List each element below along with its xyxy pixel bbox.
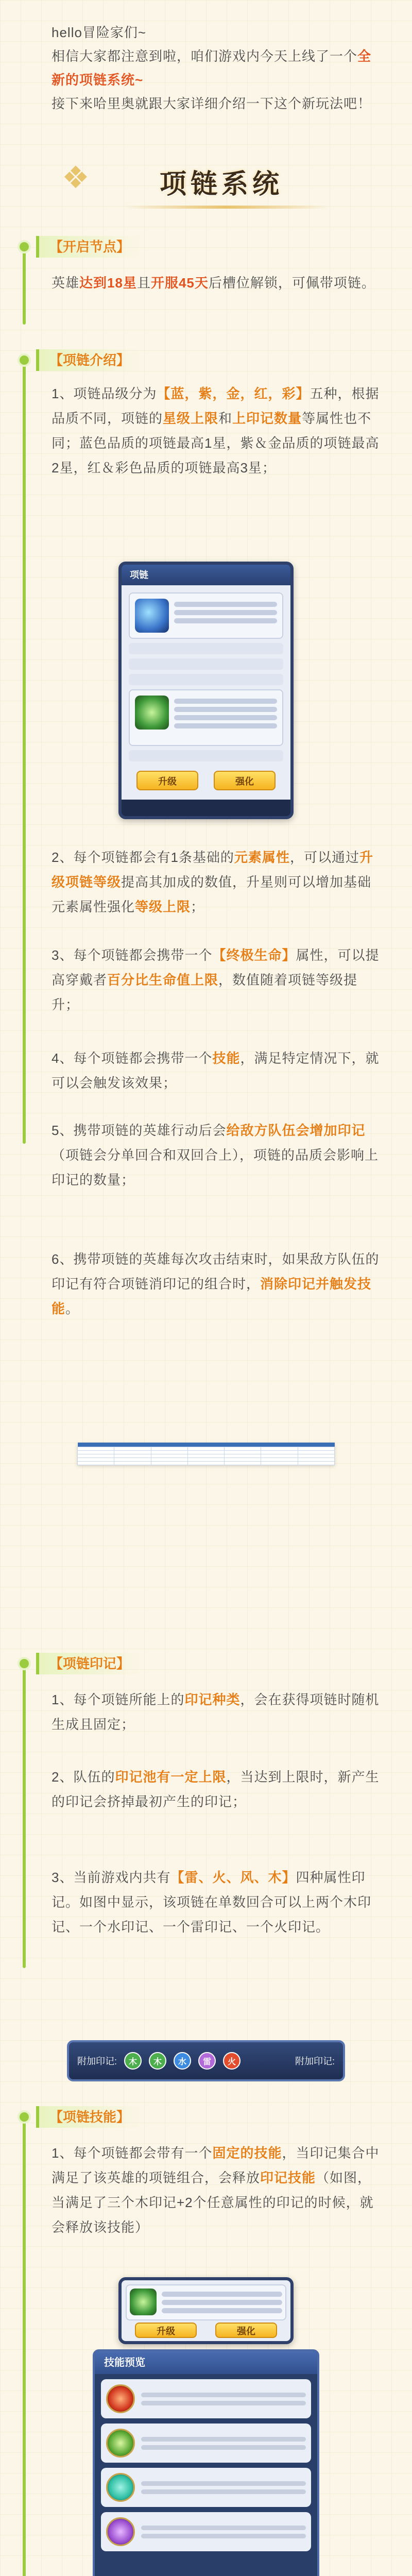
td — [78, 1462, 114, 1465]
td — [261, 1447, 298, 1451]
t: 印记种类 — [184, 1692, 241, 1707]
necklace-quality-table — [77, 1443, 335, 1465]
panel-buttons — [126, 2320, 286, 2338]
water-mark-icon: 水 — [174, 2052, 191, 2070]
fire-mark-icon: 火 — [223, 2052, 241, 2070]
t: 1、每个项链都会带有一个 — [52, 2145, 213, 2161]
t: （如图，当满足了三个木印记+2个任意属性的印记的时候，就会释放该技能） — [52, 2170, 374, 2235]
panel-body — [122, 2280, 290, 2342]
t: 固定的技能 — [212, 2145, 282, 2161]
timeline-dot — [20, 1659, 29, 1668]
table-row — [78, 1462, 335, 1465]
enhance-button[interactable]: 强化 — [214, 771, 276, 790]
wood-mark-icon: 木 — [124, 2052, 142, 2070]
necklace-info — [174, 599, 277, 633]
panel-header: 项链 — [122, 565, 290, 585]
skill-info — [174, 696, 277, 740]
timeline-dot — [20, 2112, 29, 2122]
heading-unlock: 【开启节点】 — [36, 236, 140, 258]
t: ，当印记集合中满足了该英雄的项链组合，会释放 — [52, 2145, 380, 2185]
t: 印记技能 — [260, 2170, 316, 2185]
th — [114, 1443, 151, 1447]
th — [151, 1443, 187, 1447]
t: 后槽位解锁，可佩带项链。 — [208, 275, 375, 291]
mark-label: 附加印记: — [295, 2056, 335, 2066]
wood-mark-icon: 木 — [149, 2052, 166, 2070]
intro-highlight: 全新的项链系统~ — [52, 48, 372, 88]
skill-icon — [130, 2289, 157, 2315]
td — [78, 1451, 114, 1454]
table-row — [78, 1451, 335, 1454]
t: ，数值随着项链等级提升； — [52, 972, 358, 1012]
td — [114, 1454, 151, 1458]
heading-necklace-intro: 【项链介绍】 — [36, 349, 140, 371]
td — [298, 1447, 334, 1451]
intro-text — [52, 21, 381, 115]
th — [78, 1443, 114, 1447]
t: ，会在获得项链时随机生成且固定； — [52, 1692, 380, 1732]
timeline-rail — [23, 2117, 26, 2576]
td — [261, 1454, 298, 1458]
table-header-row — [78, 1443, 335, 1447]
enhance-button[interactable]: 强化 — [215, 2323, 277, 2338]
td — [151, 1447, 187, 1451]
skill-preview-panel — [93, 2349, 319, 2576]
td — [78, 1458, 114, 1462]
td — [298, 1462, 334, 1465]
t: 2、队伍的 — [52, 1769, 115, 1785]
banner-ornament — [124, 206, 330, 209]
necklace-intro-p2 — [52, 845, 381, 919]
t: 属性，可以提高穿戴者 — [52, 947, 380, 988]
intro-line-1a: 相信大家都注意到啦，咱们游戏内今天上线了一个 — [52, 48, 358, 64]
t: （项链会分单回合和双回合上），项链的品质会影响上印记的数量； — [52, 1147, 379, 1188]
skill-icon — [135, 696, 169, 730]
necklace-intro-p6 — [52, 1247, 381, 1321]
td — [114, 1462, 151, 1465]
timeline-dot — [20, 242, 29, 251]
list-item[interactable] — [101, 2512, 311, 2551]
intro-line-2: 接下来哈里奥就跟大家详细介绍一下这个新玩法吧！ — [52, 96, 372, 111]
intro-line-1 — [52, 44, 381, 92]
t: 消除印记并触发技能 — [52, 1276, 372, 1316]
necklace-detail-panel — [118, 562, 294, 819]
t: 达到18星 — [79, 275, 137, 291]
th — [298, 1443, 334, 1447]
t: 开服45天 — [150, 275, 209, 291]
timeline-dot — [20, 355, 29, 365]
t: ，当达到上限时，新产生的印记会挤掉最初产生的印记； — [52, 1769, 380, 1809]
t: 技能 — [212, 1050, 241, 1066]
td — [78, 1454, 114, 1458]
t: 等级上限 — [135, 899, 191, 914]
td — [225, 1451, 261, 1454]
td — [298, 1454, 334, 1458]
t: 提高其加成的数值，升星则可以增加基础元素属性强化 — [52, 874, 372, 914]
td — [151, 1458, 187, 1462]
t: 等属性也不同；蓝色品质的项链最高1星，紫＆金品质的项链最高2星，红＆彩色品质的项链最高3星； — [52, 411, 380, 476]
thunder-skill-icon — [106, 2517, 135, 2546]
necklace-intro-p3 — [52, 943, 381, 1017]
td — [114, 1458, 151, 1462]
marks-p2 — [52, 1765, 381, 1814]
list-item-text — [141, 2478, 306, 2498]
heading-necklace-marks: 【项链印记】 — [36, 1653, 140, 1674]
timeline-rail — [23, 361, 26, 1144]
td — [261, 1451, 298, 1454]
skill-detail-panel — [118, 2277, 294, 2344]
t: 和 — [218, 411, 233, 426]
t: 且 — [136, 275, 151, 291]
necklace-icon — [135, 599, 169, 633]
t: 3、每个项链都会携带一个 — [52, 947, 213, 963]
mark-label: 附加印记: — [77, 2056, 117, 2066]
necklace-intro-p1 — [52, 381, 381, 480]
t: 给敌方队伍会增加印记 — [226, 1123, 366, 1138]
td — [187, 1454, 224, 1458]
td — [225, 1454, 261, 1458]
t: 五种，根据品质不同，项链的 — [52, 386, 380, 426]
t: 印记池有一定上限 — [115, 1769, 227, 1785]
td — [151, 1462, 187, 1465]
td — [187, 1458, 224, 1462]
upgrade-button[interactable]: 升级 — [135, 2323, 197, 2338]
timeline-rail — [23, 247, 26, 325]
t: 6、携带项链的英雄每次攻击结束时，如果敌方队伍的印记有符合项链消印记的组合时， — [52, 1251, 380, 1292]
td — [225, 1462, 261, 1465]
table-row — [78, 1454, 335, 1458]
t: 4、每个项链都会携带一个 — [52, 1050, 213, 1066]
t: 英雄 — [52, 275, 80, 291]
necklace-card — [129, 592, 283, 639]
td — [114, 1447, 151, 1451]
panel-body — [122, 585, 290, 800]
unlock-text — [52, 270, 381, 295]
td — [187, 1462, 224, 1465]
list-item[interactable] — [101, 2424, 311, 2463]
td — [261, 1462, 298, 1465]
td — [151, 1454, 187, 1458]
th — [261, 1443, 298, 1447]
greeting: hello冒险家们~ — [52, 25, 147, 40]
t: ，可以通过 — [289, 850, 359, 865]
t: 百分比生命值上限 — [107, 972, 219, 988]
heading-necklace-skills: 【项链技能】 — [36, 2106, 140, 2128]
t: 1、每个项链所能上的 — [52, 1692, 185, 1707]
th — [187, 1443, 224, 1447]
stat-row — [129, 643, 283, 654]
t: 【终极生命】 — [212, 947, 296, 963]
stat-row — [129, 674, 283, 685]
list-item-text — [141, 2389, 306, 2409]
t: 2、每个项链都会有1条基础的 — [52, 850, 234, 865]
mark-strip-panel — [67, 2040, 345, 2081]
panel-buttons — [129, 766, 283, 792]
necklace-intro-p4 — [52, 1046, 381, 1095]
td — [187, 1447, 224, 1451]
td — [298, 1451, 334, 1454]
t: 3、当前游戏内共有 — [52, 1870, 171, 1885]
t: 【雷、火、风、木】 — [170, 1870, 296, 1885]
td — [187, 1451, 224, 1454]
th — [225, 1443, 261, 1447]
td — [298, 1458, 334, 1462]
t: 5、携带项链的英雄行动后会 — [52, 1123, 227, 1138]
table-row — [78, 1458, 335, 1462]
td — [225, 1447, 261, 1451]
td — [261, 1458, 298, 1462]
skill-preview-header: 技能预览 — [95, 2351, 317, 2374]
marks-p3 — [52, 1865, 381, 1939]
list-item-text — [141, 2433, 306, 2453]
list-item[interactable] — [101, 2468, 311, 2507]
wood-skill-icon — [106, 2429, 135, 2458]
fire-skill-icon — [106, 2384, 135, 2413]
t: 升级项链等级 — [52, 850, 373, 890]
list-item[interactable] — [101, 2379, 311, 2418]
marks-p1 — [52, 1687, 381, 1737]
diamond-ornament-icon: ❖ — [62, 160, 90, 195]
list-item-text — [141, 2522, 306, 2542]
wind-skill-icon — [106, 2473, 135, 2502]
stat-row — [129, 750, 283, 761]
stat-row — [129, 658, 283, 670]
section-banner — [62, 155, 350, 211]
t: 上印记数量 — [232, 411, 302, 426]
td — [225, 1458, 261, 1462]
t: 1、项链品级分为 — [52, 386, 157, 401]
skill-card — [129, 689, 283, 746]
t: 【蓝，紫，金，红，彩】 — [157, 386, 310, 401]
t: ； — [191, 899, 205, 914]
skill-info — [162, 2289, 282, 2316]
upgrade-button[interactable]: 升级 — [136, 771, 198, 790]
td — [78, 1447, 114, 1451]
td — [114, 1451, 151, 1454]
skill-card — [126, 2284, 286, 2320]
t: 星级上限 — [163, 411, 219, 426]
td — [151, 1451, 187, 1454]
t: 元素属性 — [234, 850, 290, 865]
necklace-intro-p5 — [52, 1118, 381, 1192]
table-row — [78, 1447, 335, 1451]
t: ，满足特定情况下，就可以会触发该效果； — [52, 1050, 380, 1091]
banner-title: 项链系统 — [159, 170, 283, 199]
skills-p1 — [52, 2141, 381, 2240]
t: 。 — [65, 1301, 80, 1316]
t: 四种属性印记。如图中显示，该项链在单数回合可以上两个木印记、一个水印记、一个雷印记、一个火印记。 — [52, 1870, 372, 1935]
timeline-rail — [23, 1664, 26, 1968]
thunder-mark-icon: 雷 — [198, 2052, 216, 2070]
